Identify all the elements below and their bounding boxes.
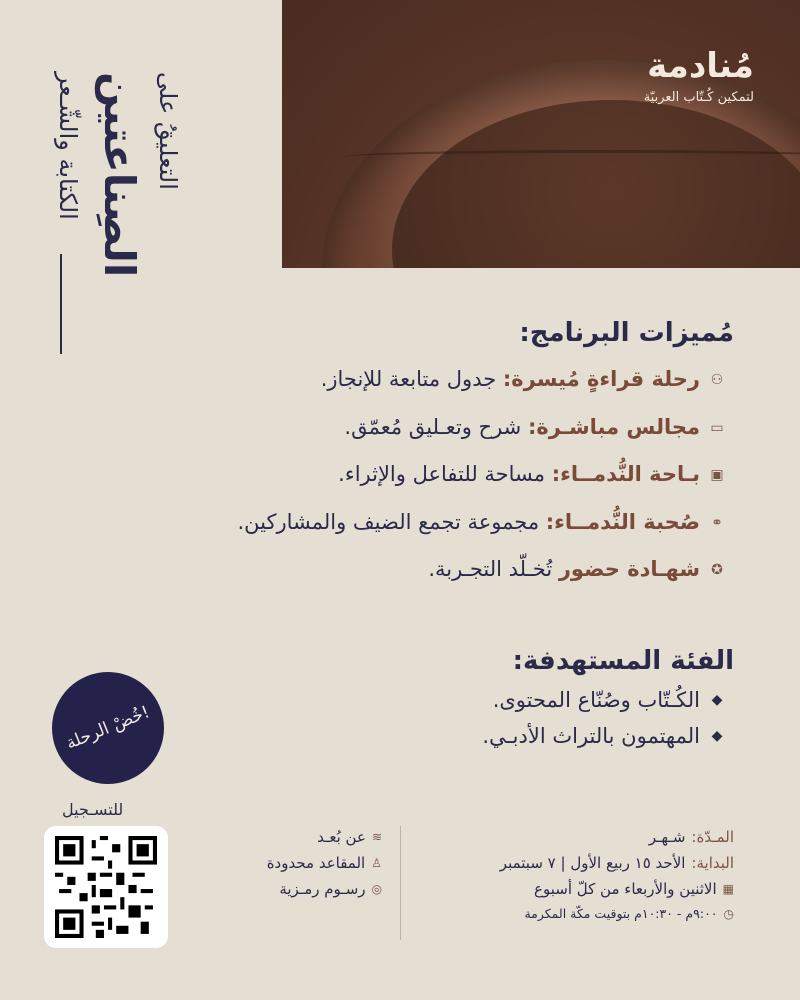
fees-value: رسـوم رمـزية	[279, 880, 366, 898]
diamond-bullet-icon: ◆	[711, 728, 723, 744]
brand-tagline: لتمكين كُـتّاب العربيّة	[643, 90, 754, 105]
fees-row	[232, 880, 382, 898]
logistics-details	[232, 828, 382, 906]
duration-value: شـهـر	[648, 828, 686, 846]
start-value: الأحد ١٥ ربيع الأول | ٧ سبتمبر	[499, 854, 686, 872]
feature-keyword: رحلة قراءةٍ مُيسرة:	[502, 367, 700, 391]
time-row	[434, 906, 734, 921]
hero-image	[282, 0, 800, 268]
title-line-1: التعليقُ على	[154, 72, 182, 190]
features-section	[234, 318, 734, 586]
feature-text: شرح وتعـليق مُعمّق.	[344, 414, 528, 439]
wifi-icon: ≋	[371, 830, 382, 844]
time-value: ٩:٠٠م - ١٠:٣٠م بتوقيت مكّة المكرمة	[524, 906, 718, 921]
days-row	[434, 880, 734, 898]
audience-item	[314, 688, 734, 712]
feature-text: مجموعة تجمع الضيف والمشاركين.	[237, 509, 546, 534]
audience-text: الكُـتّاب وصُنّاع المحتوى.	[492, 688, 700, 712]
details-divider	[400, 826, 401, 940]
calendar-icon: ▦	[722, 882, 734, 896]
group-icon: ⚭	[711, 514, 723, 531]
cta-badge[interactable]	[35, 655, 181, 801]
schedule-details	[434, 828, 734, 929]
duration-label: المـدّة:	[691, 828, 734, 846]
feature-item	[234, 554, 734, 586]
brand	[644, 46, 754, 105]
feature-keyword: صُحبة النُّدمــاء:	[545, 509, 700, 534]
feature-keyword: بـاحة النُّدمــاء:	[551, 462, 700, 486]
coins-icon: ◎	[371, 882, 382, 896]
cta-badge-text: خُضْ الرحلة!	[63, 701, 153, 754]
feature-item	[234, 364, 734, 396]
audience-section	[314, 646, 734, 748]
duration-row	[434, 828, 734, 846]
qr-code-icon	[54, 836, 158, 938]
mode-value: عن بُعـد	[317, 828, 366, 846]
days-value: الاثنين والأربعاء من كلّ أسبوع	[534, 880, 717, 898]
title-divider	[60, 254, 62, 354]
audience-text: المهتمون بالتراث الأدبـي.	[482, 724, 700, 748]
audience-heading: الفئة المستهدفة:	[512, 646, 734, 676]
feature-text: مساحة للتفاعل والإثراء.	[338, 462, 552, 486]
seats-value: المقاعد محدودة	[266, 854, 366, 872]
title-line-2: الصِناعتين	[95, 72, 144, 278]
audience-item	[314, 724, 734, 748]
feature-text: تُخـلّد التجـربة.	[428, 557, 559, 581]
feature-keyword: شهـادة حضور	[558, 557, 700, 581]
seats-row	[232, 854, 382, 872]
feature-item	[234, 459, 734, 491]
diamond-bullet-icon: ◆	[711, 692, 723, 708]
start-row	[434, 854, 734, 872]
brand-logo: مُنادمة	[647, 46, 754, 86]
registration-qr-code[interactable]	[44, 826, 168, 948]
clock-icon: ◷	[723, 906, 734, 921]
seat-icon: ♙	[371, 856, 382, 870]
start-label: البداية:	[691, 854, 734, 872]
title-line-3: الكتابة والشّـعر	[54, 72, 82, 220]
mode-row	[232, 828, 382, 846]
certificate-icon: ✪	[711, 562, 723, 578]
feature-keyword: مجالس مباشـرة:	[527, 414, 700, 439]
feature-item	[234, 412, 734, 444]
chat-icon: ▣	[710, 467, 724, 483]
register-label: للتسـجيل	[62, 800, 124, 819]
screen-icon: ▭	[710, 419, 724, 436]
features-heading: مُميزات البرنامج:	[519, 318, 734, 348]
journey-icon: ⚇	[710, 372, 724, 388]
feature-text: جدول متابعة للإنجاز.	[320, 367, 503, 391]
program-title	[32, 64, 182, 364]
feature-item	[234, 507, 734, 539]
